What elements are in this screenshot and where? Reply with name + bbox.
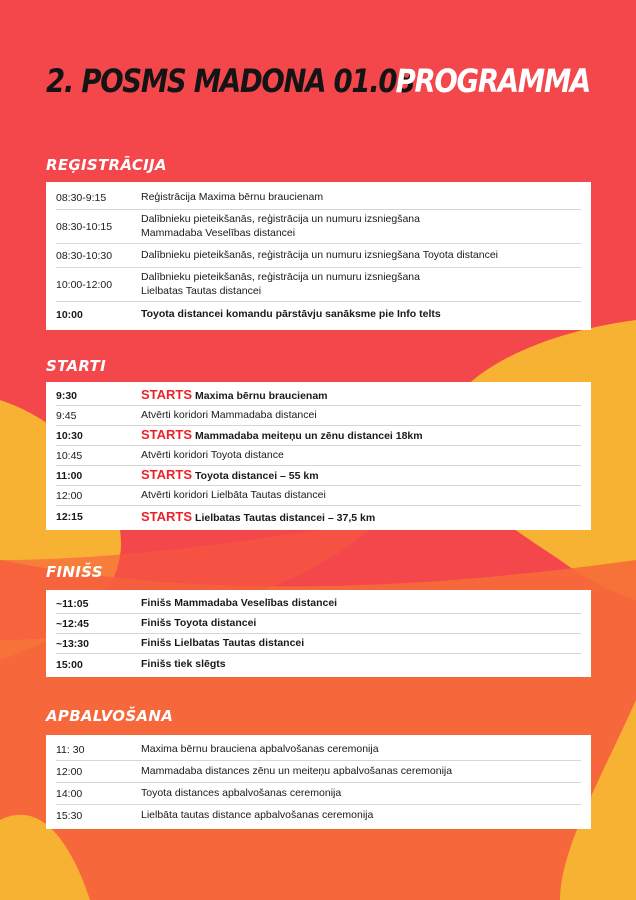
row-time: 11: 30 xyxy=(56,743,85,756)
row-desc-line: Lielbatas Tautas distancei xyxy=(141,284,262,297)
row-desc-text: Lielbatas Tautas distancei – 37,5 km xyxy=(195,511,376,524)
row-desc xyxy=(141,213,581,239)
section-title-starti: STARTI xyxy=(46,357,106,375)
starts-label: STARTS xyxy=(141,387,193,403)
row-desc-text: Toyota distancei – 55 km xyxy=(195,470,319,483)
row-time: 9:45 xyxy=(56,409,77,422)
registracija-table xyxy=(46,182,591,330)
row-time: 08:30-9:15 xyxy=(56,191,107,204)
row-time: 12:15 xyxy=(56,511,83,523)
row-time: 15:30 xyxy=(56,810,83,822)
row-desc-text: Maxima bērnu braucienam xyxy=(195,390,328,403)
row-desc: Atvērti koridori Lielbāta Tautas distancei xyxy=(141,488,326,501)
table-row xyxy=(56,594,581,614)
table-row xyxy=(56,302,581,328)
row-desc-line: Mammadaba Veselības distancei xyxy=(141,226,296,239)
row-desc: Finišs Toyota distancei xyxy=(141,616,257,629)
row-time: 12:00 xyxy=(56,489,83,502)
row-desc: Mammadaba distances zēnu un meiteņu apbalvošanas ceremonija xyxy=(141,764,453,777)
row-desc: Finišs Lielbatas Tautas distancei xyxy=(141,636,305,649)
table-row xyxy=(56,486,581,506)
row-desc: Toyota distances apbalvošanas ceremonija xyxy=(141,786,342,799)
page-subtitle: PROGRAMMA xyxy=(395,62,590,100)
row-time: 9:30 xyxy=(56,389,78,402)
row-time: ~12:45 xyxy=(56,617,89,630)
row-desc: Lielbāta tautas distance apbalvošanas ceremonija xyxy=(141,809,374,822)
apbalvosana-table xyxy=(46,735,591,829)
section-title-apbalvosana: APBALVOŠANA xyxy=(46,707,174,725)
starts-label: STARTS xyxy=(141,508,193,524)
row-desc-text: Mammadaba meiteņu un zēnu distancei 18km xyxy=(195,430,423,443)
row-desc-line: Dalībnieku pieteikšanās, reģistrācija un numuru izsniegšana xyxy=(141,213,420,226)
row-time: 14:00 xyxy=(56,787,83,800)
row-time: 08:30-10:15 xyxy=(56,220,113,233)
row-desc xyxy=(141,427,581,443)
row-time: 15:00 xyxy=(56,658,83,671)
starts-label: STARTS xyxy=(141,427,193,443)
table-row xyxy=(56,506,581,528)
table-row xyxy=(56,739,581,761)
table-row xyxy=(56,446,581,466)
row-desc: Atvērti koridori Toyota distance xyxy=(141,448,284,461)
table-row xyxy=(56,761,581,783)
row-desc: Atvērti koridori Mammadaba distancei xyxy=(141,408,317,421)
row-desc xyxy=(141,509,581,525)
section-title-finiss: FINIŠS xyxy=(46,563,103,581)
row-time: ~13:30 xyxy=(56,637,89,650)
section-title-registracija: REĢISTRĀCIJA xyxy=(46,156,167,174)
starti-table xyxy=(46,382,591,530)
row-time: 12:00 xyxy=(56,765,83,778)
row-desc: Dalībnieku pieteikšanās, reģistrācija un numuru izsniegšana Toyota distancei xyxy=(141,248,499,261)
table-row xyxy=(56,244,581,268)
row-desc: Toyota distancei komandu pārstāvju sanāksme pie Info telts xyxy=(141,308,441,321)
finiss-table xyxy=(46,590,591,677)
row-time: 10:00 xyxy=(56,309,83,321)
table-row xyxy=(56,268,581,302)
table-row xyxy=(56,426,581,446)
row-time: 10:00-12:00 xyxy=(56,278,113,291)
table-row xyxy=(56,654,581,675)
table-row xyxy=(56,634,581,654)
header xyxy=(46,62,590,108)
row-time: 11:00 xyxy=(56,469,83,482)
row-desc xyxy=(141,467,581,483)
starts-label: STARTS xyxy=(141,467,193,483)
row-time: ~11:05 xyxy=(56,597,89,610)
table-row xyxy=(56,805,581,827)
row-desc-line: Dalībnieku pieteikšanās, reģistrācija un numuru izsniegšana xyxy=(141,271,420,284)
table-row xyxy=(56,406,581,426)
table-row xyxy=(56,210,581,244)
table-row xyxy=(56,186,581,210)
table-row xyxy=(56,614,581,634)
table-row xyxy=(56,386,581,406)
page-title: 2. POSMS MADONA 01.08. xyxy=(46,62,424,100)
row-desc: Finišs tiek slēgts xyxy=(141,657,226,670)
row-desc xyxy=(141,387,581,403)
row-time: 10:30 xyxy=(56,429,83,442)
table-row xyxy=(56,783,581,805)
row-desc: Maxima bērnu brauciena apbalvošanas ceremonija xyxy=(141,742,379,755)
table-row xyxy=(56,466,581,486)
row-desc: Finišs Mammadaba Veselības distancei xyxy=(141,596,338,609)
row-desc: Reģistrācija Maxima bērnu braucienam xyxy=(141,190,324,203)
row-time: 08:30-10:30 xyxy=(56,249,113,262)
row-time: 10:45 xyxy=(56,449,83,462)
row-desc xyxy=(141,271,581,297)
